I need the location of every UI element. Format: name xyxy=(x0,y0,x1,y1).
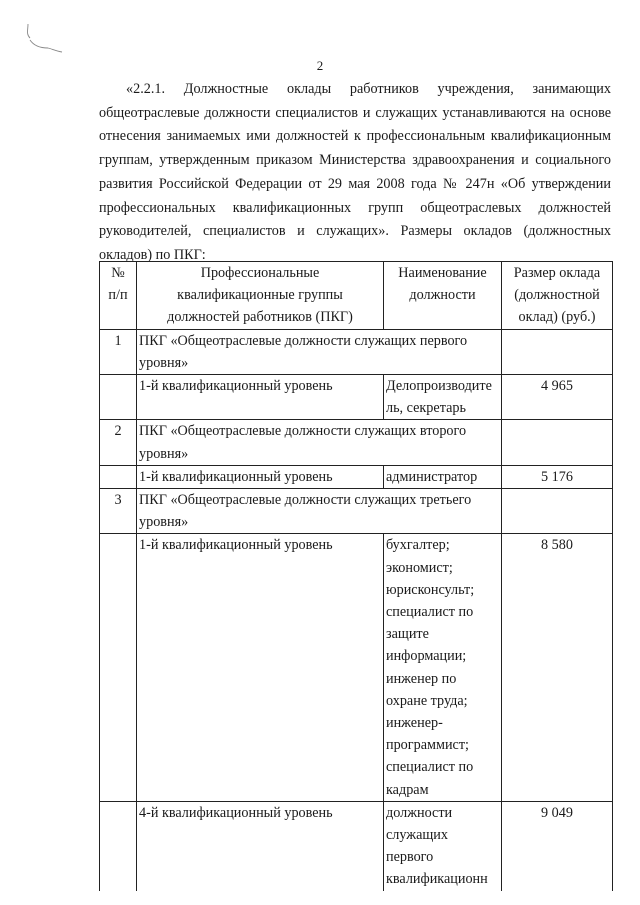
table-body xyxy=(100,329,613,891)
position-title-line: инженер- xyxy=(386,715,443,732)
position-title-line: Делопроизводите xyxy=(386,378,492,395)
table-row-group xyxy=(100,489,613,534)
header-line: Наименование xyxy=(398,265,487,281)
header-line: оклад) (руб.) xyxy=(518,309,596,326)
position-title-line: служащих xyxy=(386,827,448,844)
header-number xyxy=(100,262,137,330)
level-number-empty xyxy=(100,534,137,801)
group-name: ПКГ «Общеотраслевые должности служащих третьего уровня» xyxy=(137,489,502,534)
level-number-empty xyxy=(100,375,137,420)
scan-artifact-mark xyxy=(22,22,66,56)
group-number: 1 xyxy=(100,329,137,374)
table-row-level xyxy=(100,465,613,488)
group-salary-empty xyxy=(502,489,613,534)
group-salary-empty xyxy=(502,420,613,465)
table-header-row xyxy=(100,262,613,330)
position-titles xyxy=(384,375,502,420)
qualification-level: 1-й квалификационный уровень xyxy=(137,375,384,420)
header-line: квалификационные группы xyxy=(177,287,343,304)
position-title-line: должности xyxy=(386,804,453,821)
page-number: 2 xyxy=(316,58,324,73)
position-title-line: специалист по xyxy=(386,759,474,776)
position-title-line: администратор xyxy=(386,468,478,485)
qualification-level: 1-й квалификационный уровень xyxy=(137,465,384,488)
table-row-group xyxy=(100,329,613,374)
level-number-empty xyxy=(100,465,137,488)
group-salary-empty xyxy=(502,329,613,374)
position-title-line: экономист; xyxy=(386,559,453,576)
position-titles xyxy=(384,465,502,488)
header-line: Профессиональные xyxy=(200,265,320,281)
pkg-salary-table xyxy=(99,261,613,891)
table-row-level xyxy=(100,534,613,801)
group-number: 2 xyxy=(100,420,137,465)
position-titles xyxy=(384,801,502,890)
position-title-line: программист; xyxy=(386,737,469,754)
position-title-line: юрисконсульт; xyxy=(386,581,475,598)
salary-amount: 8 580 xyxy=(502,534,613,801)
salary-amount: 5 176 xyxy=(502,465,613,488)
position-title-line: охране труда; xyxy=(386,692,468,709)
table-row-level xyxy=(100,375,613,420)
position-title-line: специалист по xyxy=(386,604,474,621)
header-group xyxy=(137,262,384,330)
intro-paragraph: «2.2.1. Должностные оклады работников учреждения, занимающих общеотраслевые должности специалистов и служащих устанавливаются на основе отнесения занимаемых ими должностей к профессиональным квалификационным группам, утвержденным приказом Министерства здравоохранения и социального развития Российской Федерации от 29 мая 2008 года № 247н «Об утверждении профессиональных квалификационных групп общеотраслевых должностей руководителей, специалистов и служащих». Размеры окладов (должностных окладов) по ПКГ: xyxy=(99,81,611,263)
position-title-line: информации; xyxy=(386,648,467,665)
position-title-line: защите xyxy=(386,626,429,643)
header-line: Размер оклада xyxy=(513,265,601,281)
qualification-level: 4-й квалификационный уровень xyxy=(137,801,384,890)
salary-amount: 4 965 xyxy=(502,375,613,420)
header-line: должности xyxy=(409,287,476,304)
position-title-line: бухгалтер; xyxy=(386,537,450,554)
position-title-line: кадрам xyxy=(386,781,429,798)
position-title-line: квалификационн xyxy=(386,871,488,888)
position-title-line: ль, секретарь xyxy=(386,400,466,417)
header-salary xyxy=(502,262,613,330)
group-name: ПКГ «Общеотраслевые должности служащих первого уровня» xyxy=(137,329,502,374)
table-row-level xyxy=(100,801,613,890)
position-title-line: первого xyxy=(386,849,434,866)
level-number-empty xyxy=(100,801,137,890)
position-title-line: инженер по xyxy=(386,670,457,687)
qualification-level: 1-й квалификационный уровень xyxy=(137,534,384,801)
header-line: (должностной xyxy=(514,287,600,304)
header-title xyxy=(384,262,502,330)
header-line: № xyxy=(111,265,125,281)
position-titles xyxy=(384,534,502,801)
table-row-group xyxy=(100,420,613,465)
group-number: 3 xyxy=(100,489,137,534)
header-line: должностей работников (ПКГ) xyxy=(167,309,353,326)
salary-amount: 9 049 xyxy=(502,801,613,890)
group-name: ПКГ «Общеотраслевые должности служащих второго уровня» xyxy=(137,420,502,465)
header-line: п/п xyxy=(108,287,128,304)
